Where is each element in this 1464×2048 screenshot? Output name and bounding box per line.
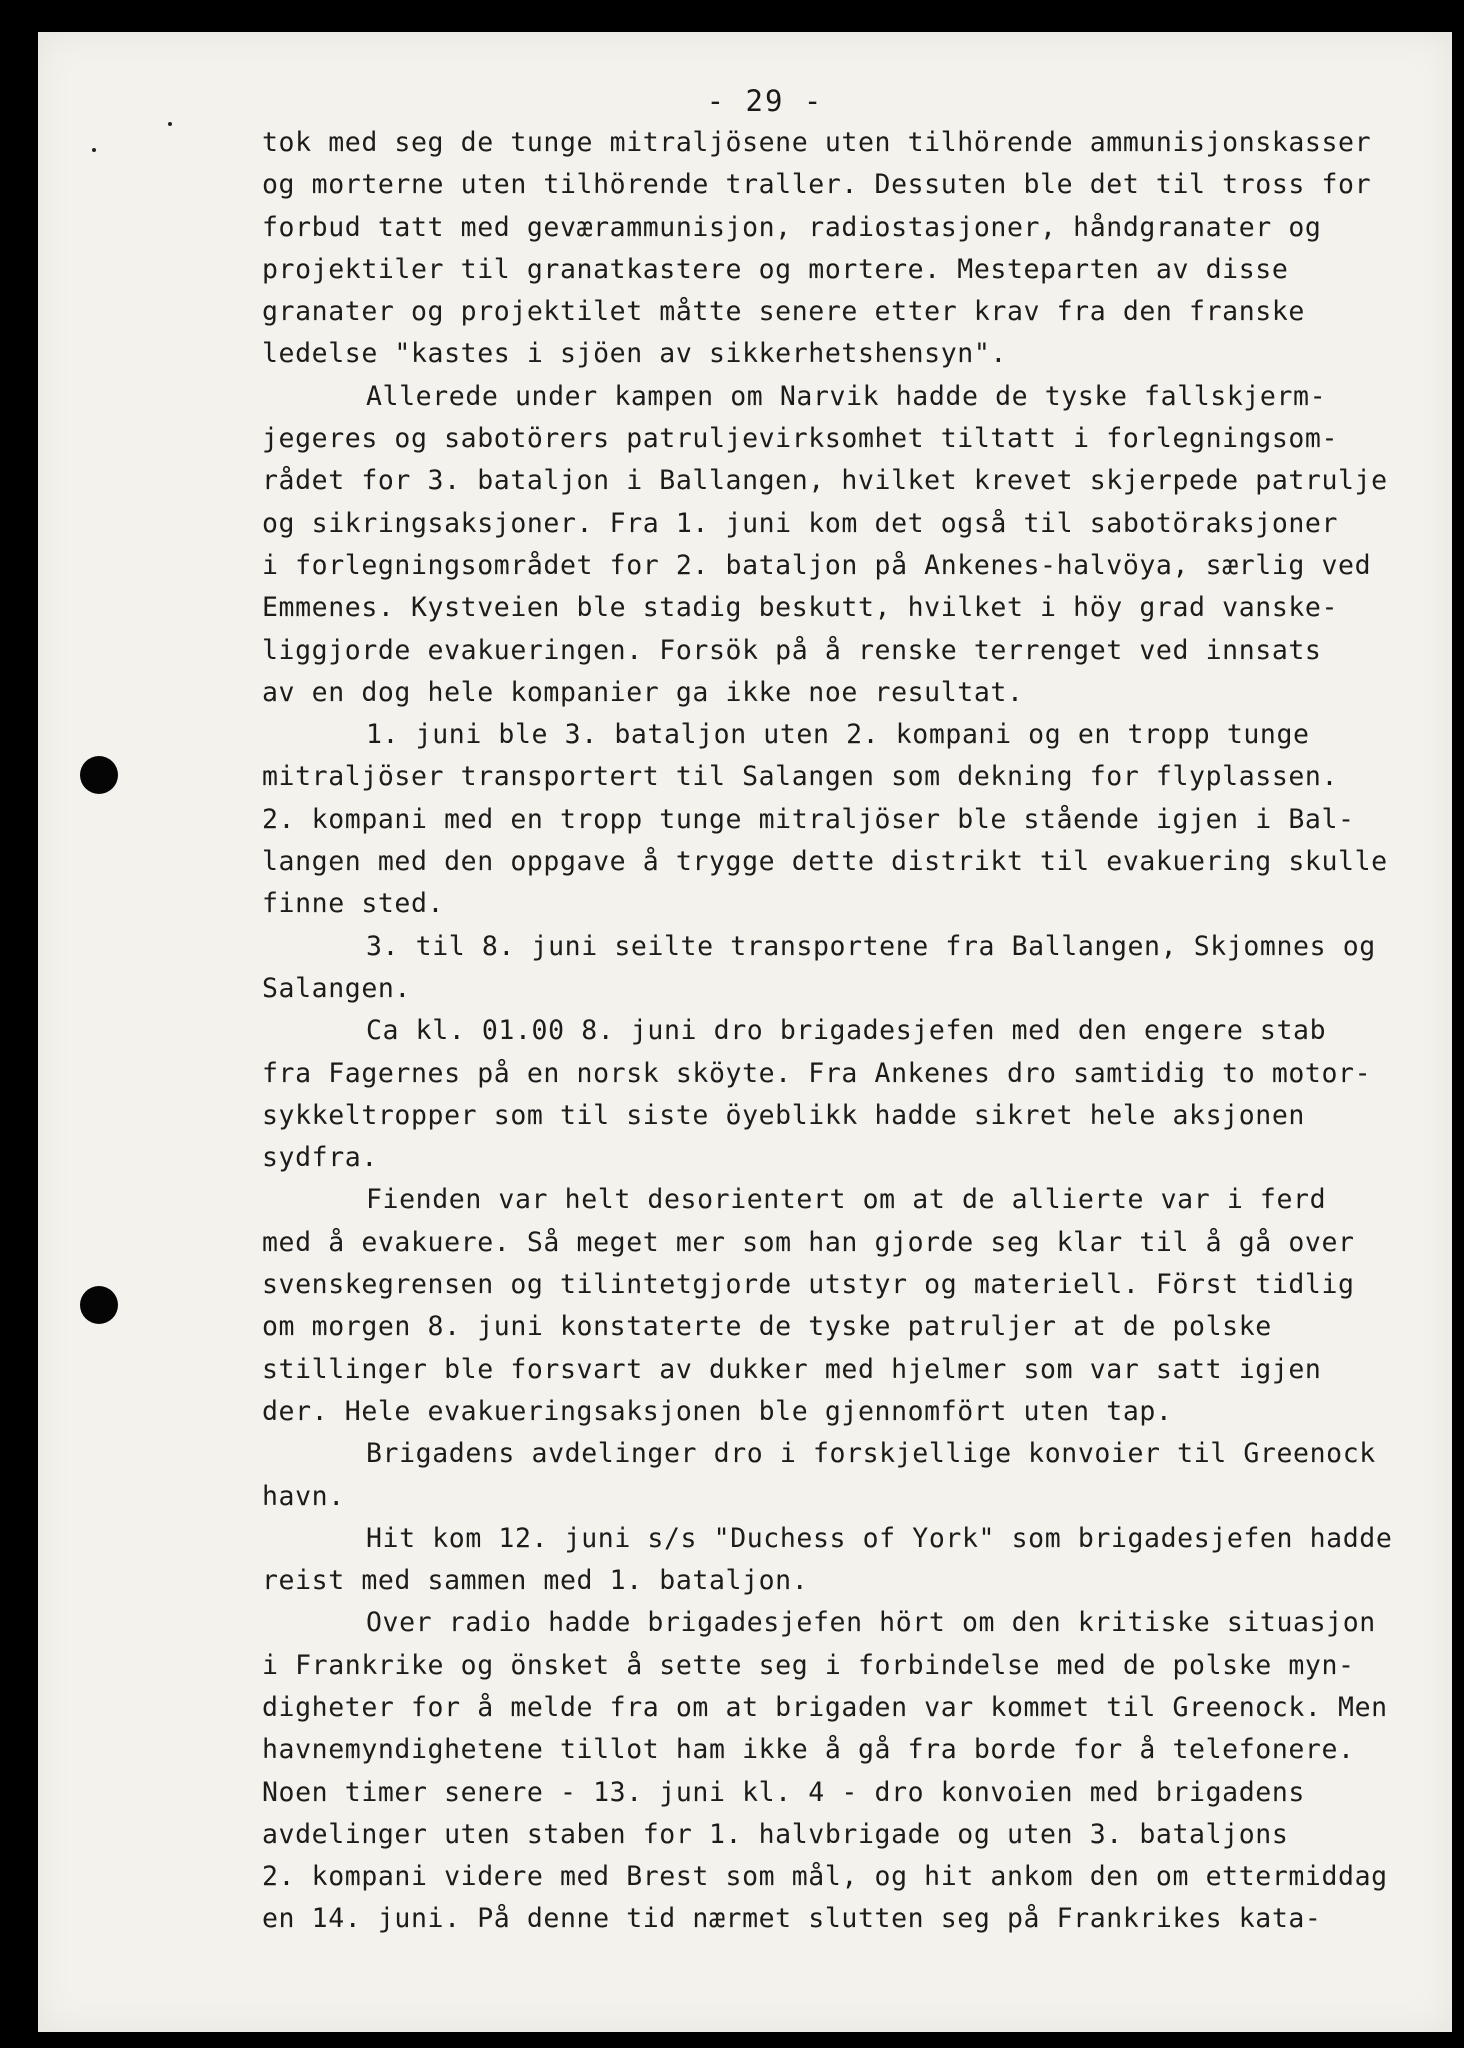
text-line: i Frankrike og önsket å sette seg i forbindelse med de polske myn- (262, 1649, 1355, 1681)
page-number: - 29 - (706, 84, 824, 118)
text-line: av en dog hele kompanier ga ikke noe resultat. (262, 676, 1024, 708)
text-line: projektiler til granatkastere og mortere. Mesteparten av disse (262, 253, 1289, 285)
text-line: Allerede under kampen om Narvik hadde de tyske fallskjerm- (366, 380, 1327, 412)
text-line: sykkeltropper som til siste öyeblikk hadde sikret hele aksjonen (262, 1099, 1305, 1131)
paper-speck (168, 122, 172, 126)
text-line: avdelinger uten staben for 1. halvbrigade og uten 3. bataljons (262, 1818, 1289, 1850)
text-line: havnemyndighetene tillot ham ikke å gå fra borde for å telefonere. (262, 1734, 1355, 1766)
text-line: Over radio hadde brigadesjefen hört om den kritiske situasjon (366, 1607, 1376, 1639)
text-line: 2. kompani videre med Brest som mål, og hit ankom den om ettermiddag (262, 1861, 1388, 1893)
text-line: Brigadens avdelinger dro i forskjellige konvoier til Greenock (366, 1438, 1376, 1470)
text-line: Ca kl. 01.00 8. juni dro brigadesjefen med den engere stab (366, 1015, 1327, 1047)
text-line: med å evakuere. Så meget mer som han gjorde seg klar til å gå over (262, 1226, 1355, 1258)
text-line: fra Fagernes på en norsk sköyte. Fra Ankenes dro samtidig to motor- (262, 1057, 1372, 1089)
punch-hole (80, 756, 118, 794)
text-line: Noen timer senere - 13. juni kl. 4 - dro konvoien med brigadens (262, 1776, 1305, 1808)
paper-speck (92, 148, 96, 152)
text-line: havn. (262, 1480, 345, 1512)
text-line: Salangen. (262, 972, 411, 1004)
text-line: 2. kompani med en tropp tunge mitraljöser ble stående igjen i Bal- (262, 803, 1355, 835)
text-line: og morterne uten tilhörende traller. Dessuten ble det til tross for (262, 169, 1372, 201)
text-line: Emmenes. Kystveien ble stadig beskutt, hvilket i höy grad vanske- (262, 592, 1339, 624)
text-line: finne sted. (262, 888, 445, 920)
text-line: sydfra. (262, 1142, 378, 1174)
text-line: liggjorde evakueringen. Forsök på å renske terrenget ved innsats (262, 634, 1322, 666)
text-line: om morgen 8. juni konstaterte de tyske patruljer at de polske (262, 1311, 1272, 1343)
text-line: 1. juni ble 3. bataljon uten 2. kompani og en tropp tunge (366, 719, 1310, 751)
text-line: og sikringsaksjoner. Fra 1. juni kom det også til sabotöraksjoner (262, 507, 1339, 539)
text-line: tok med seg de tunge mitraljösene uten tilhörende ammunisjonskasser (262, 127, 1372, 158)
text-line: svenskegrensen og tilintetgjorde utstyr og materiell. Först tidlig (262, 1269, 1355, 1301)
text-line: digheter for å melde fra om at brigaden var kommet til Greenock. Men (262, 1691, 1388, 1723)
text-line: granater og projektilet måtte senere etter krav fra den franske (262, 296, 1305, 328)
text-line: Fienden var helt desorientert om at de allierte var i ferd (366, 1184, 1327, 1216)
text-line: en 14. juni. På denne tid nærmet slutten seg på Frankrikes kata- (262, 1903, 1322, 1935)
text-line: der. Hele evakueringsaksjonen ble gjennomfört uten tap. (262, 1395, 1173, 1427)
text-line: i forlegningsområdet for 2. bataljon på Ankenes-halvöya, særlig ved (262, 549, 1372, 581)
text-line: reist med sammen med 1. bataljon. (262, 1565, 809, 1597)
text-line: jegeres og sabotörers patruljevirksomhet tiltatt i forlegningsom- (262, 423, 1339, 455)
text-line: mitraljöser transportert til Salangen som dekning for flyplassen. (262, 761, 1339, 793)
text-line: 3. til 8. juni seilte transportene fra Ballangen, Skjomnes og (366, 930, 1376, 962)
text-line: rådet for 3. bataljon i Ballangen, hvilket krevet skjerpede patrulje (262, 465, 1388, 497)
punch-hole (80, 1286, 118, 1324)
document-page (38, 32, 1452, 2032)
text-line: forbud tatt med geværammunisjon, radiostasjoner, håndgranater og (262, 211, 1322, 243)
text-line: langen med den oppgave å trygge dette distrikt til evakuering skulle (262, 846, 1388, 878)
text-line: stillinger ble forsvart av dukker med hjelmer som var satt igjen (262, 1353, 1322, 1385)
body-text (262, 122, 1462, 1941)
text-line: Hit kom 12. juni s/s "Duchess of York" som brigadesjefen hadde (366, 1522, 1393, 1554)
text-line: ledelse "kastes i sjöen av sikkerhetshensyn". (262, 338, 1007, 370)
